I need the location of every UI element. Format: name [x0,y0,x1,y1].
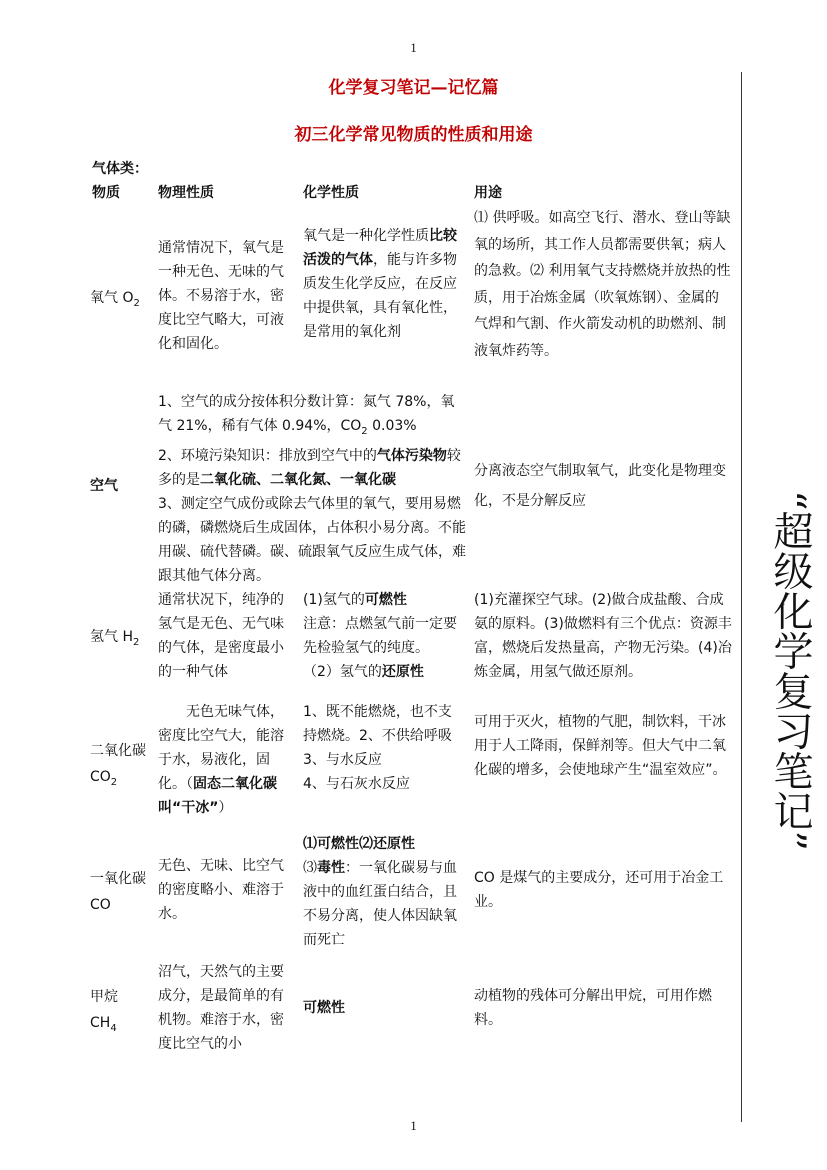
air-uses: 分离液态空气制取氧气，此变化是物理变化，不是分解反应 [474,463,726,509]
co2-physical: 无色无味气体，密度比空气大，能溶于水，易液化，固化。（固态二氧化碳叫“干冰”） [158,704,284,816]
air-line-2: 2、环境污染知识：排放到空气中的气体污染物较多的是二氧化硫、二氧化氮、一氧化碳 [158,447,461,488]
co2-uses: 可用于灭火，植物的气肥，制饮料，干冰用于人工降雨，保鲜剂等。但大气中二氧化碳的增多，会使地球产生“温室效应”。 [474,714,727,778]
co-chemical [303,832,463,952]
substance-co2: 二氧化碳 $CO_2$ [90,743,146,788]
page-number-bottom: 1 [410,1118,417,1133]
ch4-physical: 沼气，天然气的主要成分，是最简单的有机物。难溶于水，密度比空气的小 [158,964,284,1052]
h2-chemical [303,588,463,684]
substance-h2: 氢气 $H_2$ [90,629,140,648]
substance-co: 一氧化碳 CO [90,871,146,913]
header-uses: 用途 [474,185,502,201]
substance-ch4: 甲烷 $CH_4$ [90,989,118,1034]
substance-o2: 氧气 $O_2$ [90,290,140,309]
o2-uses: ⑴ 供呼吸。如高空飞行、潜水、登山等缺氧的场所，其工作人员都需要供氧；病人的急救。⑵ 利用氧气支持燃烧并放热的性质，用于冶炼金属（吹氧炼钢）、金属的气焊和气割、作火箭发动机的助燃剂、制液氧炸药等。 [474,210,731,359]
air-line-1: 1、空气的成分按体积分数计算：氮气 78%，氧气 21%，稀有气体 0.94%，$CO_2$ 0.03% [158,394,455,437]
air-properties [158,390,468,588]
margin-rule [741,72,742,1122]
co-chem-1: ⑴可燃性⑵还原性 [303,836,415,852]
page-subtitle: 初三化学常见物质的性质和用途 [294,125,533,145]
h2-uses: (1)充灌探空气球。(2)做合成盐酸、合成氨的原料。(3)做燃料有三个优点：资源丰富，燃烧后发热量高，产物无污染。(4)冶炼金属，用氢气做还原剂。 [474,592,732,680]
header-substance: 物质 [92,185,120,201]
co2-chemical: 1、既不能燃烧，也不支持燃烧。2、不供给呼吸 3、与水反应 4、与石灰水反应 [303,704,452,792]
h2-chem-reducing: （2）氢气的还原性 [303,664,424,680]
co-chem-2: ⑶毒性：一氧化碳易与血液中的血红蛋白结合，且不易分离，使人体因缺氧而死亡 [303,860,457,948]
section-heading: 气体类： [92,161,148,177]
o2-physical: 通常情况下，氧气是一种无色、无味的气体。不易溶于水，密度比空气略大，可液化和固化。 [158,240,284,352]
h2-physical: 通常状况下，纯净的氢气是无色、无气味的气体，是密度最小的一种气体 [158,592,284,680]
h2-chem-note: 注意：点燃氢气前一定要先检验氢气的纯度。 [303,616,457,656]
substance-air: 空气 [90,478,118,494]
ch4-uses: 动植物的残体可分解出甲烷，可用作燃料。 [474,988,712,1028]
h2-chem-flammable: (1)氢气的可燃性 [303,592,407,608]
page-number-top: 1 [410,40,417,55]
header-chemical: 化学性质 [303,185,359,201]
side-banner: “超级化学复习笔记” [767,490,813,851]
co-uses: CO 是煤气的主要成分，还可用于冶金工业。 [474,870,724,910]
air-line-3: 3、测定空气成份或除去气体里的氧气，要用易燃的磷，磷燃烧后生成固体，占体积小易分离。不能用碳、硫代替磷。碳、硫跟氧气反应生成气体，难跟其他气体分离。 [158,495,466,584]
o2-chemical: 氧气是一种化学性质比较活泼的气体，能与许多物质发生化学反应，在反应中提供氧，具有氧化性，是常用的氧化剂 [303,228,457,340]
ch4-chemical: 可燃性 [303,1000,345,1016]
co-physical: 无色、无味、比空气的密度略小、难溶于水。 [158,858,284,922]
header-physical: 物理性质 [158,185,214,201]
page-title: 化学复习笔记—记忆篇 [328,78,499,98]
